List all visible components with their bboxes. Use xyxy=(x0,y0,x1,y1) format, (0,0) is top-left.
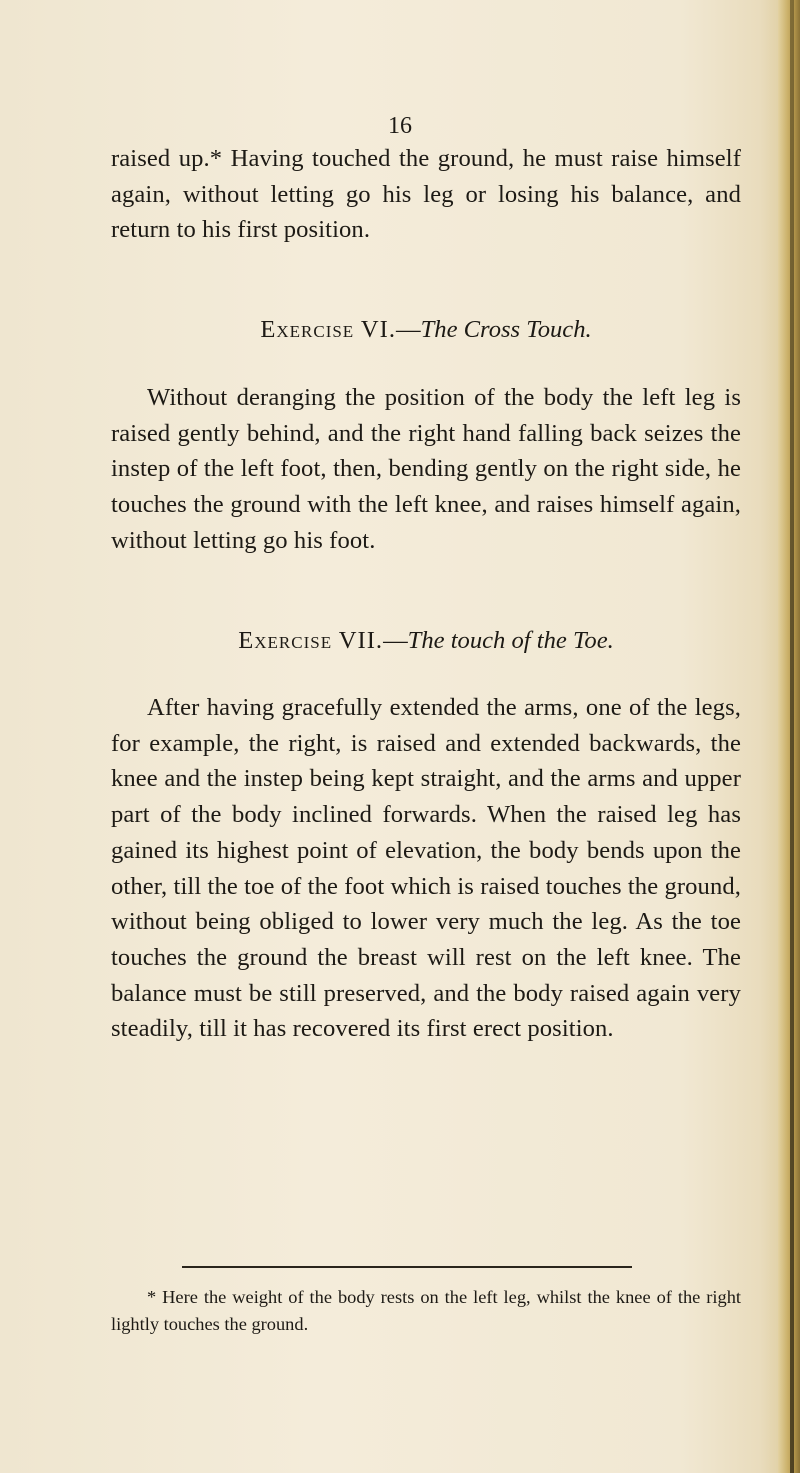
heading-exercise-7-dash: — xyxy=(383,627,408,654)
paragraph-2: Without deranging the position of the body the left leg is raised gently behind, and the right hand falling back seizes the instep of the left foot, then, bending gently on the right side, he touches the ground with the left knee, and raises himself again, without letting go his foot. xyxy=(111,384,741,554)
heading-exercise-7 xyxy=(111,627,741,655)
paragraph-1-block xyxy=(111,141,741,248)
book-gutter-edge xyxy=(778,0,800,1473)
paragraph-2-block xyxy=(111,380,741,559)
heading-exercise-7-title: The touch of the Toe. xyxy=(407,627,614,654)
heading-exercise-6-title: The Cross Touch. xyxy=(420,316,592,343)
heading-exercise-6-label: Exercise VI. xyxy=(260,316,396,343)
heading-exercise-7-label: Exercise VII. xyxy=(238,627,384,654)
footnote: * Here the weight of the body rests on the left leg, whilst the knee of the right lightly touches the ground. xyxy=(111,1287,741,1334)
page-number: 16 xyxy=(388,113,412,139)
paragraph-1: raised up.* Having touched the ground, he must raise himself again, without letting go his leg or losing his balance, and return to his first position. xyxy=(111,145,741,244)
gutter-shadow-line xyxy=(790,0,794,1473)
footnote-divider xyxy=(182,1266,632,1268)
paragraph-3-block xyxy=(111,690,741,1047)
paragraph-3: After having gracefully extended the arms, one of the legs, for example, the right, is raised and extended backwards, the knee and the instep being kept straight, and the arms and upper part of the body inclined forwards. When the raised leg has gained its highest point of elevation, the body bends upon the other, till the toe of the foot which is raised touches the ground, without being obliged to lower very much the leg. As the toe touches the ground the breast will rest on the left knee. The balance must be still preserved, and the body raised again very steadily, till it has recovered its first erect position. xyxy=(111,694,741,1043)
heading-exercise-6 xyxy=(111,316,741,344)
heading-exercise-6-dash: — xyxy=(396,316,421,343)
